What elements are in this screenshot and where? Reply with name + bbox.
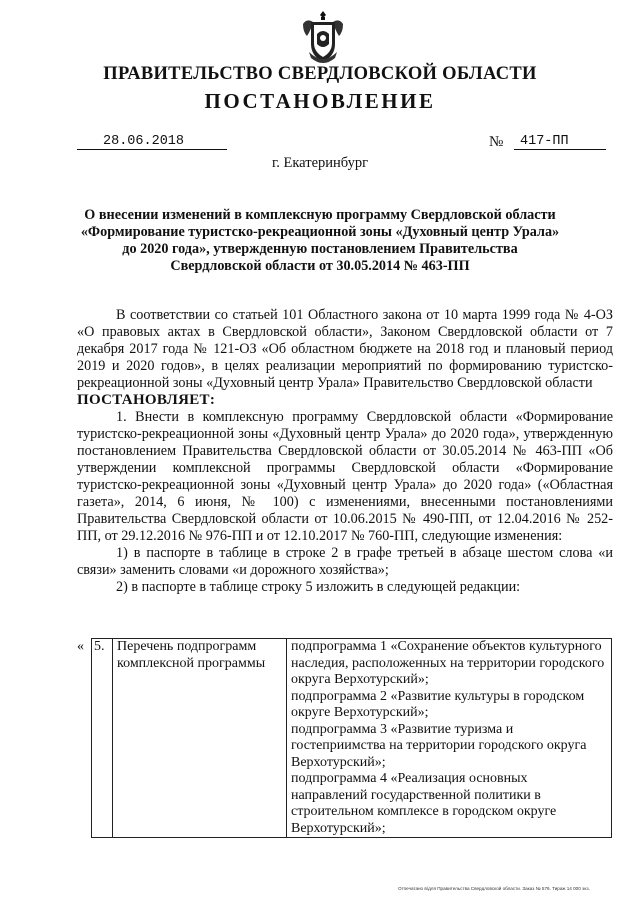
preamble: В соответствии со статьей 101 Областного закона от 10 марта 1999 года № 4-ОЗ «О правовых актах в Свердловской области», Законом Свердловской области от 7 декабря 2017 года № 121-ОЗ «Об областном бюджете на 2018 год и плановый период 2019 и 2020 годов», в целях реализации мероприятий по формированию туристско-рекреационной зоны «Духовный центр Урала» Правительство Свердловской области (77, 307, 613, 391)
document-date: 28.06.2018 (77, 134, 227, 150)
document-number: 417-ПП (514, 134, 606, 150)
sub-item-2: 2) в паспорте в таблице строку 5 изложить в следующей редакции: (116, 579, 521, 595)
subprogram-item: подпрограмма 1 «Сохранение объектов культурного наследия, расположенных на территории городского округа Верхотурский»; (291, 639, 605, 687)
number-sign: № (489, 134, 504, 150)
item-1: 1. Внести в комплексную программу Свердловской области «Формирование туристско-рекреационной зоны «Духовный центр Урала» до 2020 года», утвержденную постановлением Правительства Свердловской области от 30.05.2014 № 463-ПП «Об утверждении комплексной программы Свердловской области «Формирование туристско-рекреационной зоны «Духовный центр Урала» до 2020 года» («Областная газета», 2014, 6 июня, № 100) с изменениями, внесенными постановлениями Правительства Свердловской области от 10.06.2015 № 490-ПП, от 12.04.2016 № 252-ПП, от 29.12.2016 № 976-ПП и от 12.10.2017 № 760-ПП, следующие изменения: (77, 409, 613, 544)
row-number: 5. (92, 639, 113, 838)
resolves-heading: ПОСТАНОВЛЯЕТ: (77, 392, 216, 408)
table-row (77, 639, 612, 838)
document-type: ПОСТАНОВЛЕНИЕ (204, 89, 436, 113)
document-city: г. Екатеринбург (271, 155, 369, 171)
title-line: «Формирование туристско-рекреационной зоны «Духовный центр Урала» (80, 224, 560, 240)
document-title (80, 207, 560, 275)
document-body (77, 305, 613, 596)
print-footer: Отпечатано в/для Правительства Свердловской области. Заказ № 576. Тираж 14 000 экз. (398, 886, 590, 891)
sub-item-1: 1) в паспорте в таблице в строке 2 в графе третьей в абзаце шестом слова «и связи» заменить словами «и дорожного хозяйства»; (77, 545, 613, 578)
title-line: О внесении изменений в комплексную программу Свердловской области (84, 207, 556, 223)
title-line: Свердловской области от 30.05.2014 № 463-ПП (170, 258, 470, 274)
subprogram-item: подпрограмма 4 «Реализация основных направлений государственной политики в строительном комплексе в городском округе Верхотурский»; (291, 771, 557, 836)
title-line: до 2020 года», утвержденную постановлением Правительства (122, 241, 518, 257)
subprogram-item: подпрограмма 3 «Развитие туризма и гостеприимства на территории городского округа Верхотурский»; (291, 721, 587, 770)
passport-table (77, 638, 612, 838)
row-name: Перечень подпрограмм комплексной программы (113, 639, 287, 838)
opening-quote: « (77, 638, 84, 654)
subprogram-item: подпрограмма 2 «Развитие культуры в городском округе Верхотурский»; (291, 688, 585, 720)
coat-of-arms-icon (299, 8, 347, 68)
government-name: ПРАВИТЕЛЬСТВО СВЕРДЛОВСКОЙ ОБЛАСТИ (103, 64, 537, 84)
subprogram-list (287, 639, 612, 838)
